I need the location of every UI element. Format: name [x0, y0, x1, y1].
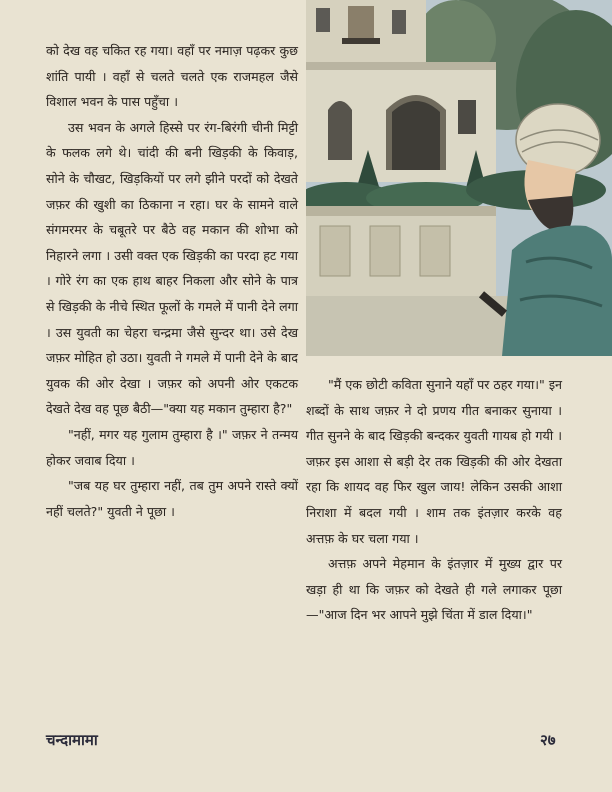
story-illustration	[306, 0, 612, 356]
paragraph-1: को देख वह चकित रह गया। वहाँ पर नमाज़ पढ़कर कुछ शांति पायी । वहाँ से चलते चलते एक राजमहल जैसे विशाल भवन के पास पहुँचा ।	[46, 43, 298, 110]
magazine-title: चन्दामामा	[46, 731, 98, 749]
paragraph-6: अत्तफ़ अपने मेहमान के इंतज़ार में मुख्य द्वार पर खड़ा ही था कि जफ़र को देखते ही गले लगाकर पूछा—"आज दिन भर आपने मुझे चिंता में डाल दिया।"	[306, 556, 562, 623]
paragraph-3: "नहीं, मगर यह गुलाम तुम्हारा है ।" जफ़र ने तन्मय होकर जवाब दिया ।	[46, 426, 298, 468]
paragraph-2: उस भवन के अगले हिस्से पर रंग-बिरंगी चीनी मिट्टी के फलक लगे थे। चांदी की बनी खिड़की के किवाड़, सोने के चौखट, खिड़कियों पर लगे झीने परदों को देखते जफ़र की खुशी का ठिकाना न रहा। घर के सामने वाले संगमरमर के चबूतरे पर बैठे वह मकान की शोभा को निहारने लगा । उसी वक्त एक खिड़की का परदा हट गया । गोरे रंग का एक हाथ बाहर निकला और सोने के पात्र से खिड़की के नीचे स्थित फूलों के गमले में पानी देने लगा । उस युवती का चेहरा चन्द्रमा जैसे सुन्दर था। उसे देख जफ़र मोहित हो उठा। युवती ने गमले में पानी देने के बाद युवक की ओर देखा । जफ़र को अपनी ओर एकटक देखते देख वह पूछ बैठी—"क्या यह मकान तुम्हारा है?"	[46, 119, 298, 417]
paragraph-5: "मैं एक छोटी कविता सुनाने यहाँ पर ठहर गया।" इन शब्दों के साथ जफ़र ने दो प्रणय गीत बनाकर सुनाया । गीत सुनने के बाद खिड़की बन्दकर युवती गायब हो गयी । जफ़र इस आशा से बड़ी देर तक खिड़की की ओर देखता रहा कि शायद वह फिर खुल जाय! लेकिन उसकी आशा निराशा में बदल गयी । शाम तक इंतज़ार करके वह अत्तफ़ के घर चला गया ।	[306, 377, 562, 546]
palace-scene-illustration	[306, 0, 612, 356]
left-text-column	[46, 38, 298, 524]
page-number: २७	[540, 731, 556, 749]
paragraph-4: "जब यह घर तुम्हारा नहीं, तब तुम अपने रास्ते क्यों नहीं चलते?" युवती ने पूछा ।	[46, 478, 298, 519]
right-text-column	[306, 372, 562, 628]
